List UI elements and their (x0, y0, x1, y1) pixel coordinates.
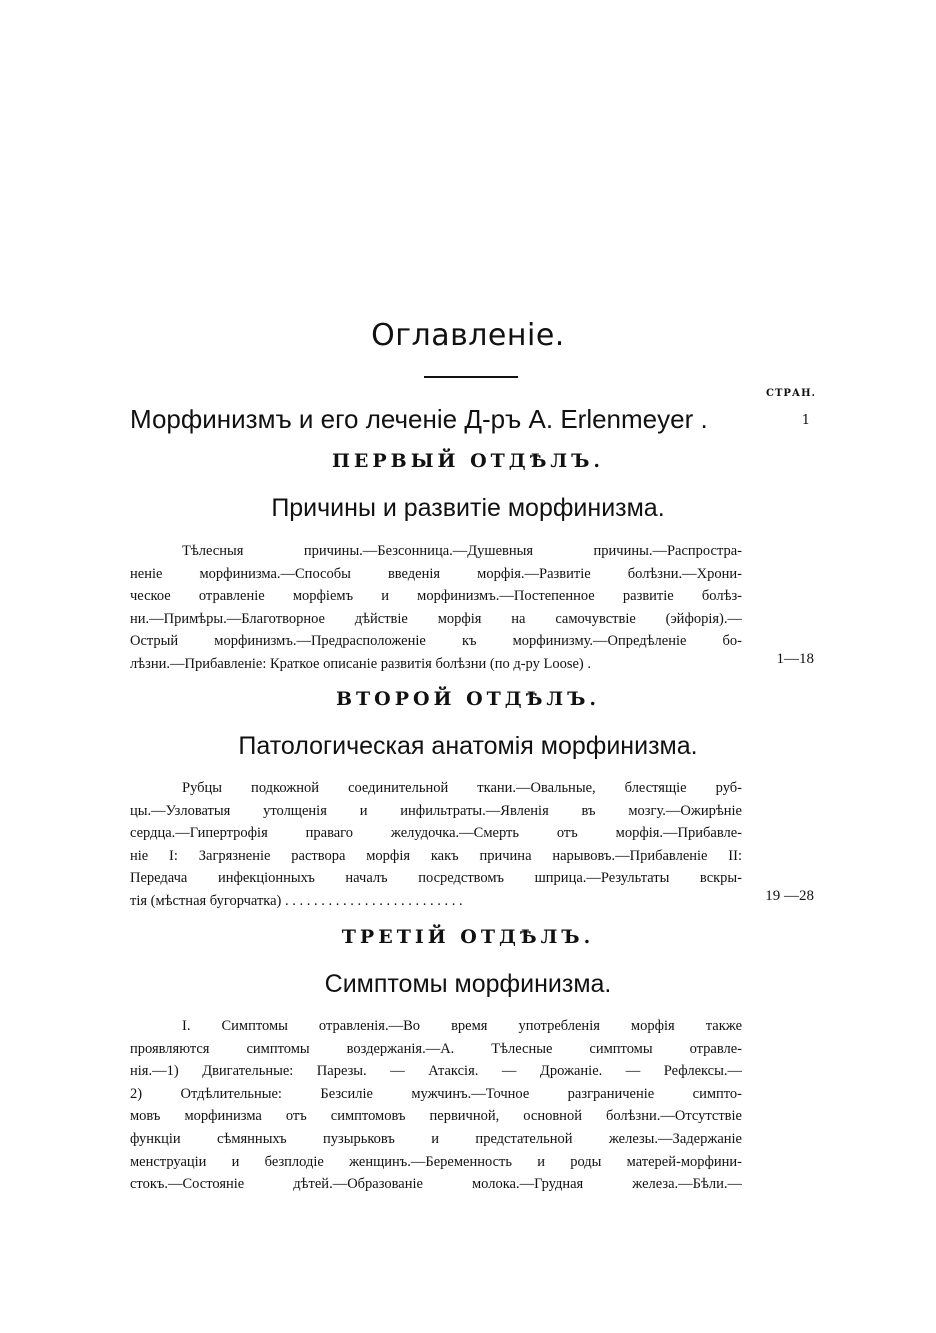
page-column-label: СТРАН. (766, 388, 816, 399)
summary-line: цы.—Узловатыя утолщенiя и инфильтраты.—Явленiя въ мозгу.—Ожирѣнiе (130, 802, 742, 819)
summary-line: лѣзни.—Прибавленiе: Краткое описанiе развитiя болѣзни (по д-ру Loose) . (130, 655, 591, 672)
summary-line: Острый морфинизмъ.—Предрасположенiе къ морфинизму.—Опредѣленiе бо- (130, 633, 742, 650)
summary-line: функцiи сѣмянныхъ пузырьковъ и предстательной железы.—Задержанiе (130, 1130, 742, 1147)
summary-line: проявляются симптомы воздержанiя.—А. Тѣлесные симптомы отравле- (130, 1040, 742, 1057)
book-title-page: 1 (801, 413, 810, 428)
part-3-title: Симптомы морфинизма. (324, 970, 612, 998)
book-title-entry: Морфинизмъ и его леченiе Д-ръ A. Erlenmeyer . (130, 404, 708, 434)
part-3-summary (130, 1015, 742, 1196)
summary-line: Тѣлесныя причины.—Безсонница.—Душевныя причины.—Распростра- (182, 543, 742, 559)
summary-line: ческое отравленiе морфiемъ и морфинизмъ.—Постепенное развитiе болѣз- (130, 588, 742, 605)
summary-line: тiя (мѣстная бугорчатка) . . . . . . . . . . . . . . . . . . . . . . . . . (130, 892, 463, 909)
part-1-pages: 1—18 (776, 651, 814, 667)
part-2-heading: ВТОРОЙ ОТДѢЛЪ. (335, 688, 601, 710)
part-1-summary (130, 540, 742, 676)
part-2-summary (130, 777, 742, 913)
summary-line: ни.—Примѣры.—Благотворное дѣйствiе морфiя на самочувствiе (эйфорiя).— (130, 610, 742, 627)
part-1-title: Причины и развитiе морфинизма. (271, 494, 665, 522)
summary-line: I. Симптомы отравленiя.—Во время употребленiя морфiя также (182, 1018, 742, 1034)
toc-title: Оглавленiе. (371, 318, 565, 353)
summary-line: нiе I: Загрязненiе раствора морфiя какъ причина нарывовъ.—Прибавленiе II: (130, 847, 742, 864)
title-divider (424, 376, 518, 378)
summary-line: сердца.—Гипертрофiя праваго желудочка.—Смерть отъ морфiя.—Прибавле- (130, 825, 742, 842)
part-2-pages: 19 —28 (765, 888, 814, 904)
summary-line: менструацiи и безплодiе женщинъ.—Беременность и роды матерей-морфини- (130, 1153, 742, 1170)
summary-line: Рубцы подкожной соединительной ткани.—Овальные, блестящiе руб- (182, 780, 742, 796)
summary-line: мовъ морфинизма отъ симптомовъ первичной, основной болѣзни.—Отсутствiе (130, 1108, 742, 1125)
summary-line: нiя.—1) Двигательные: Парезы. — Атаксiя. — Дрожанiе. — Рефлексы.— (130, 1063, 742, 1080)
summary-line: ненiе морфинизма.—Способы введенiя морфiя.—Развитiе болѣзни.—Хрони- (130, 565, 742, 582)
summary-line: стокъ.—Состоянiе дѣтей.—Образованiе молока.—Грудная железа.—Бѣли.— (130, 1176, 742, 1193)
part-2-title: Патологическая анатомiя морфинизма. (238, 732, 698, 760)
summary-line: Передача инфекцiонныхъ началъ посредствомъ шприца.—Результаты вскры- (130, 870, 742, 887)
summary-line: 2) Отдѣлительные: Безсилiе мужчинъ.—Точное разграниченiе симпто- (130, 1085, 742, 1102)
part-1-heading: ПЕРВЫЙ ОТДѢЛЪ. (331, 450, 605, 472)
part-3-heading: ТРЕТIЙ ОТДѢЛЪ. (341, 926, 595, 948)
